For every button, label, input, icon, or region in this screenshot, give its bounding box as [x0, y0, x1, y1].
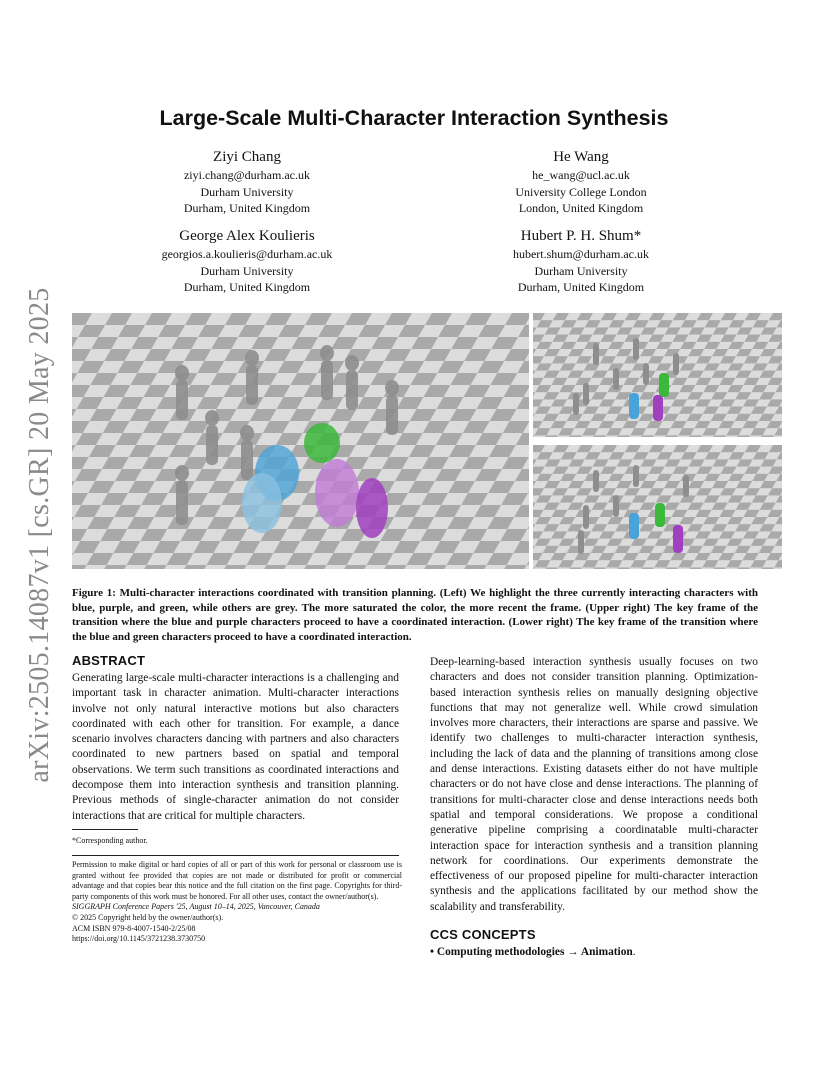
arxiv-sidebar	[24, 287, 56, 783]
author-affiliation: Durham University	[200, 263, 294, 278]
blue-character	[629, 513, 639, 539]
figure-upper-right-render	[533, 313, 782, 437]
ccs-category: Computing methodologies	[436, 946, 565, 958]
author-email[interactable]: he_wang@ucl.ac.uk	[532, 168, 630, 182]
checkerboard-scene	[533, 313, 782, 437]
author-name: He Wang	[553, 149, 609, 165]
figure-caption: Figure 1: Multi-character interactions coordinated with transition planning. (Left) We highlight the three currently interacting characters with blue, purple, and green, while others are grey. The more saturated the color, the more recent the frame. (Upper right) The key frame of the transition where the blue and purple characters proceed to have a coordinated interaction. (Lower right) The key frame of the transition where the blue and green characters proceed to have a coordinated interaction.	[72, 587, 758, 643]
figure-main-render	[72, 313, 529, 569]
author-block	[431, 227, 731, 296]
ccs-concept: Animation	[580, 946, 633, 958]
author-email[interactable]: ziyi.chang@durham.ac.uk	[183, 168, 310, 182]
author-name: Hubert P. H. Shum*	[520, 228, 642, 244]
figure-lower-right-render	[533, 445, 782, 569]
paper-title: Large-Scale Multi-Character Interaction Synthesis	[159, 106, 669, 130]
checkerboard-scene	[533, 445, 782, 569]
doi-link[interactable]: https://doi.org/10.1145/3721238.3730750	[72, 934, 206, 944]
ccs-period: .	[632, 946, 636, 958]
author-location: Durham, United Kingdom	[517, 280, 645, 294]
ccs-concepts	[430, 946, 636, 958]
ccs-arrow: →	[567, 946, 579, 958]
author-affiliation: Durham University	[534, 263, 628, 278]
author-block	[431, 148, 731, 217]
green-character	[659, 373, 669, 397]
author-location: London, United Kingdom	[518, 201, 644, 215]
author-affiliation: Durham University	[200, 184, 294, 199]
abstract-heading: ABSTRACT	[72, 653, 146, 668]
author-block	[97, 227, 397, 296]
checkerboard-scene	[72, 313, 529, 569]
purple-character	[653, 395, 663, 421]
abstract-text: Generating large-scale multi-character interactions is a challenging and important task in character animation. Multi-character interactions involve not only natural interactive motions but also characters coordinated with each other for transition. For example, a dance scenario involves characters dancing with partners and also characters coordinated to new partners based on spatial and temporal observations. We term such transitions as coordinated interactions and decompose them into interaction synthesis and transition planning. Previous methods of single-character animation do not consider interactions that are critical for multiple characters.	[72, 672, 399, 822]
conference-venue: SIGGRAPH Conference Papers '25, August 10–14, 2025, Vancouver, Canada	[72, 902, 320, 912]
author-email[interactable]: georgios.a.koulieris@durham.ac.uk	[161, 247, 333, 261]
ccs-bullet: •	[430, 946, 434, 958]
author-location: Durham, United Kingdom	[183, 280, 311, 294]
permission-block	[72, 860, 402, 945]
permission-text: Permission to make digital or hard copies of all or part of this work for personal or classroom use is granted without fee provided that copies are not made or distributed for profit or commercial advantage and that copies bear this notice and the full citation on the first page. Copyrights for third-party components of this work must be honored. For all other uses, contact the owner/author(s).	[72, 860, 402, 901]
author-block	[97, 148, 397, 217]
copyright-line: © 2025 Copyright held by the owner/author(s).	[72, 912, 224, 922]
green-character	[655, 503, 665, 527]
arxiv-identifier: arXiv:2505.14087v1 [cs.GR] 20 May 2025	[24, 287, 55, 783]
author-name: George Alex Koulieris	[179, 228, 315, 244]
author-affiliation: University College London	[515, 184, 647, 199]
purple-character	[673, 525, 683, 553]
ccs-heading: CCS CONCEPTS	[430, 927, 536, 942]
corresponding-author-note: *Corresponding author.	[72, 836, 148, 845]
author-location: Durham, United Kingdom	[183, 201, 311, 215]
permission-rule	[72, 855, 399, 856]
author-name: Ziyi Chang	[213, 149, 281, 165]
author-email[interactable]: hubert.shum@durham.ac.uk	[512, 247, 650, 261]
blue-character	[629, 393, 639, 419]
isbn-line: ACM ISBN 979-8-4007-1540-2/25/08	[72, 923, 196, 933]
footnote-rule	[72, 829, 138, 830]
intro-text: Deep-learning-based interaction synthesis usually focuses on two characters and does not consider transition planning. Optimization-based interaction synthesis relies on manually designing objective functions that may not generalize well. While crowd simulation involves more characters, their interactions are sparse and passive. We identify two challenges to multi-character interaction synthesis, including the lack of data and the planning of transitions among close and dense interactions. Existing datasets either do not have multiple characters or do not have close and dense interactions. The planning of transitions for multi-character close and dense interactions needs both spatial and temporal considerations. We propose a conditional generative pipeline comprising a coordinatable multi-character interaction space for interaction synthesis and a transition planning network for coordinations. Our experiments demonstrate the effectiveness of our proposed pipeline for multi-character interaction synthesis and the applications facilitated by our method show the scalability and transferability.	[430, 656, 758, 913]
